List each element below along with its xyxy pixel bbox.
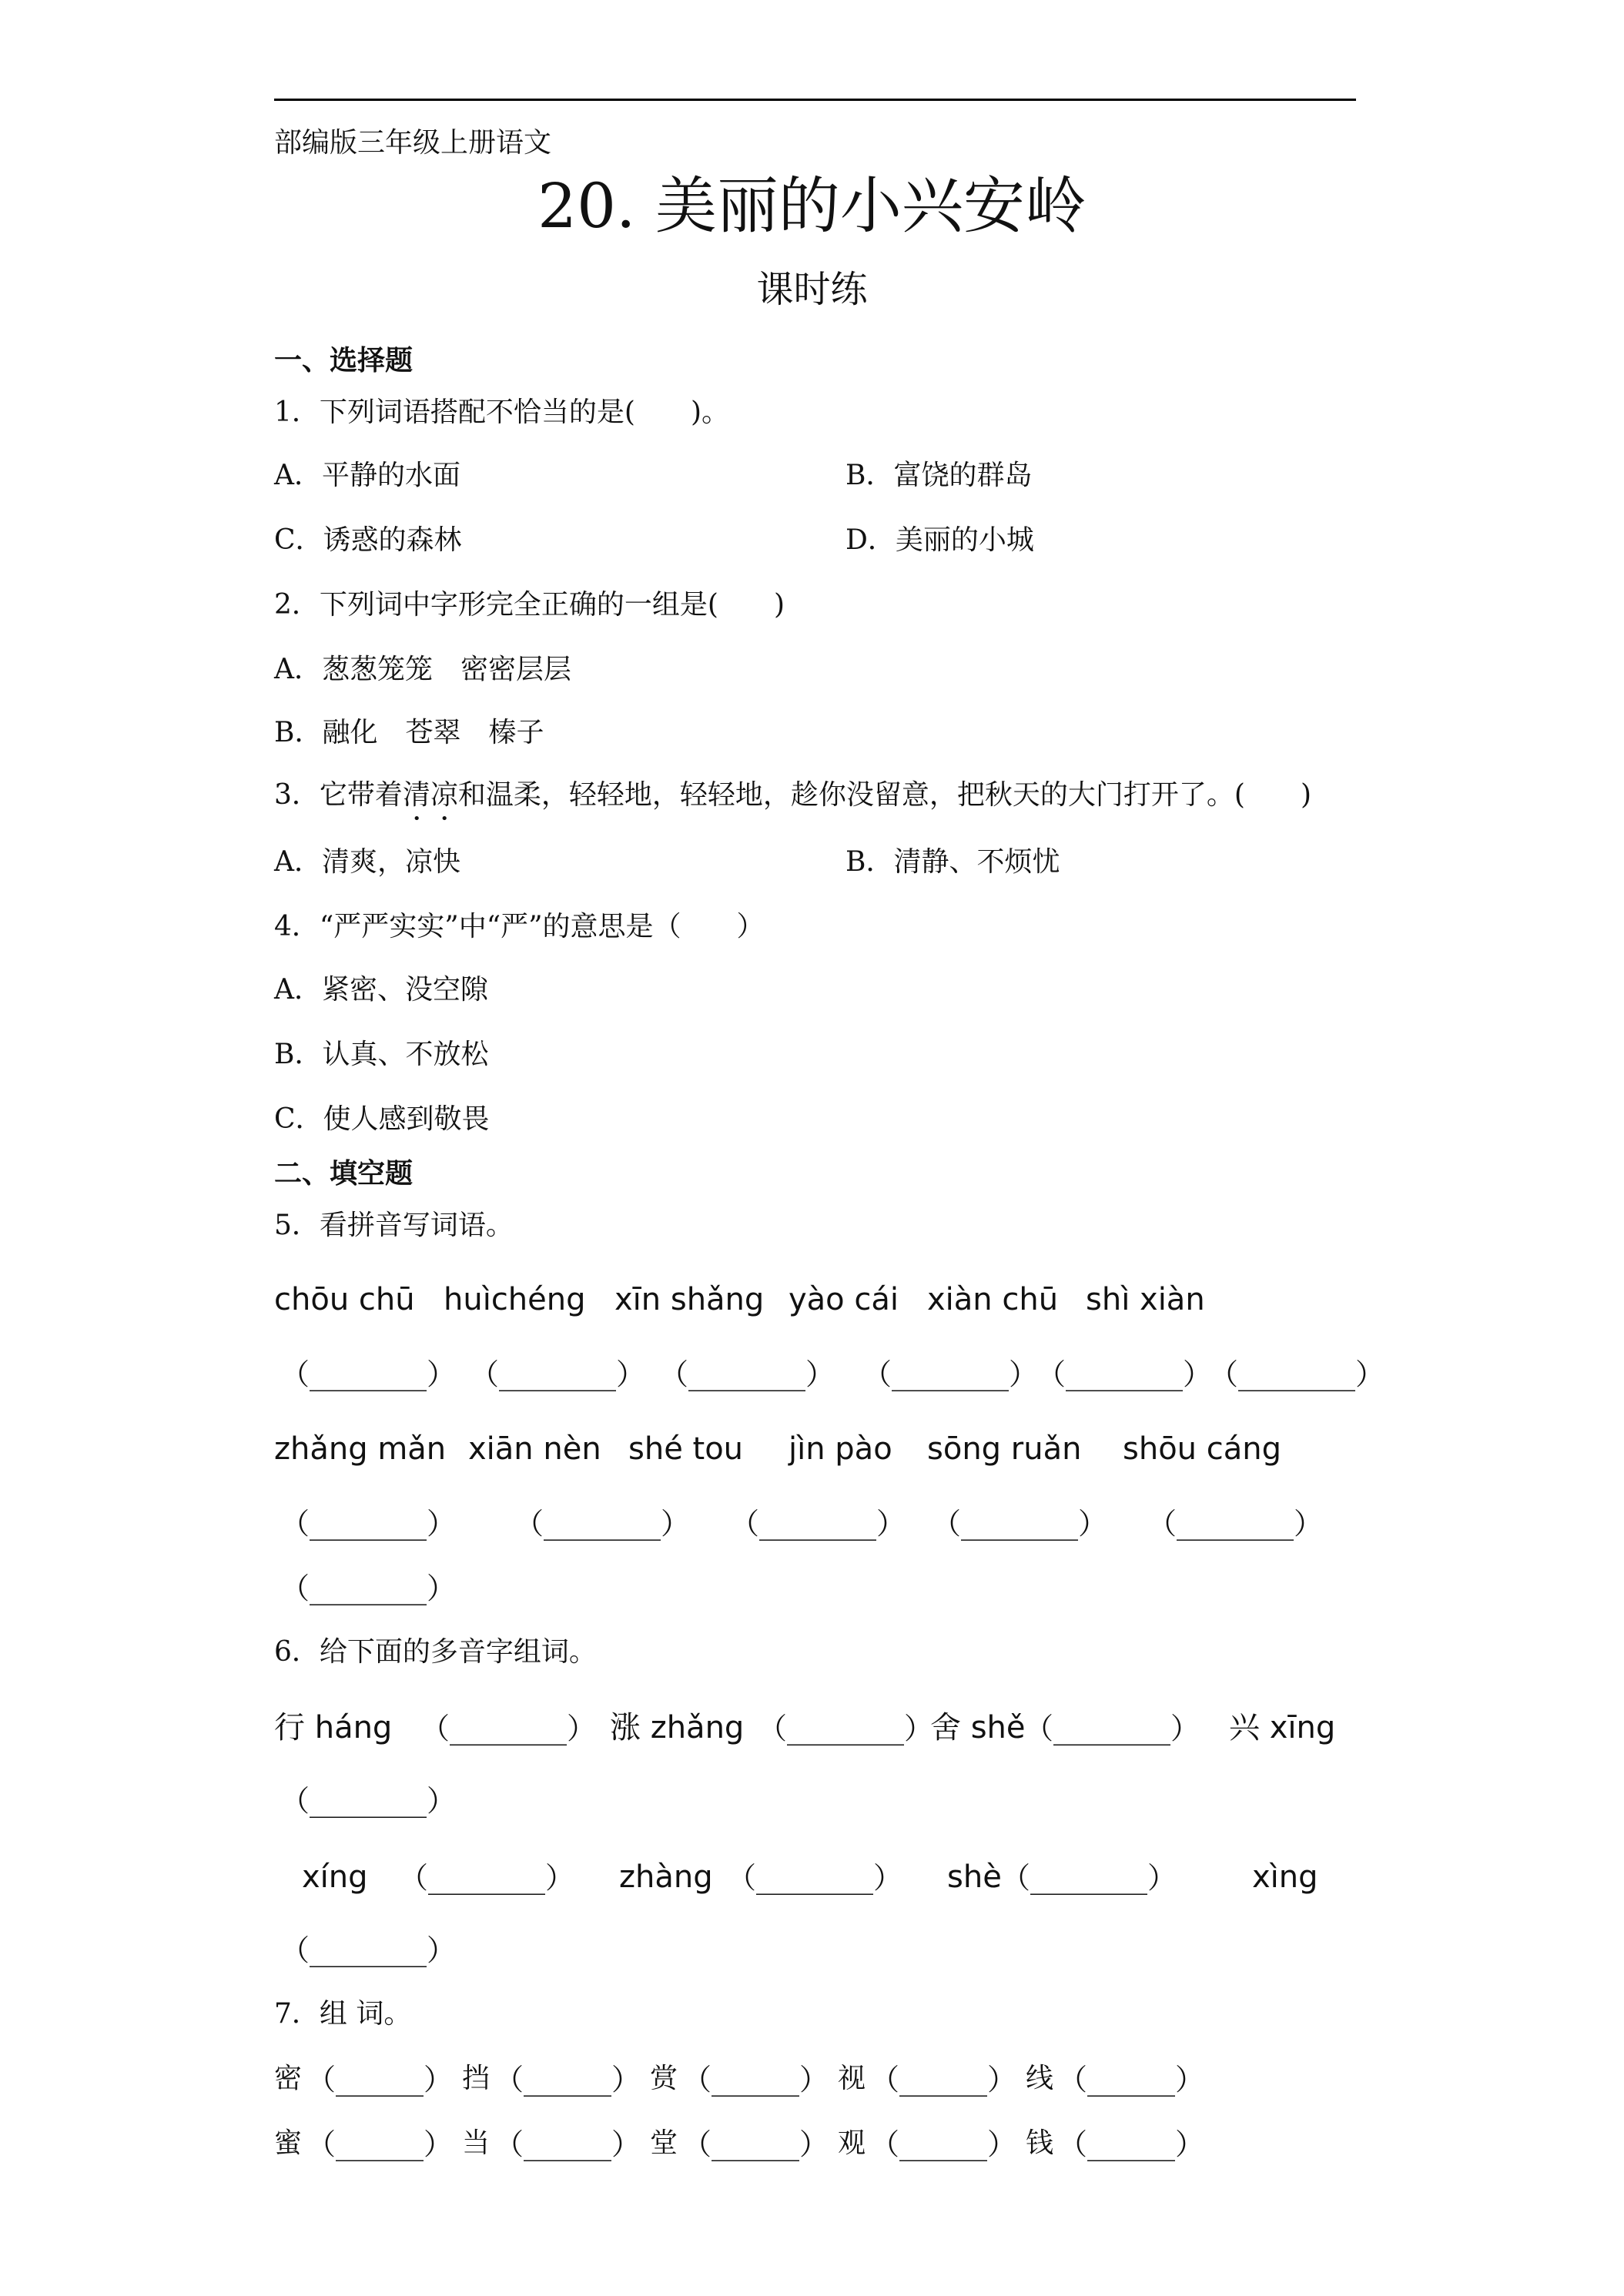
answer-blank[interactable]: （________） — [758, 1712, 934, 1745]
question-6: 6．给下面的多音字组词。 — [274, 1636, 597, 1668]
section-heading-fill: 二、填空题 — [274, 1157, 414, 1190]
page-title: 20. 美丽的小兴安岭 — [537, 170, 1087, 242]
q5-pinyin: shōu cáng — [1123, 1431, 1281, 1467]
answer-blank[interactable]: （______） — [306, 2127, 454, 2161]
q7-character: 蜜 — [274, 2127, 303, 2159]
q7-character: 观 — [838, 2127, 866, 2159]
q1-option-a[interactable]: A．平静的水面 — [274, 460, 460, 491]
answer-blank[interactable]: （______） — [306, 2063, 454, 2097]
answer-blank[interactable]: （______） — [494, 2063, 641, 2097]
q6-heteronym: 舍 shě — [930, 1710, 1026, 1745]
answer-blank[interactable]: （________） — [514, 1507, 691, 1541]
q1-option-d[interactable]: D．美丽的小城 — [845, 524, 1034, 556]
answer-blank[interactable]: （________） — [280, 1571, 457, 1605]
page-subtitle: 课时练 — [756, 268, 868, 311]
top-rule — [274, 99, 1356, 101]
answer-blank[interactable]: （________） — [932, 1507, 1108, 1541]
question-5: 5．看拼音写词语。 — [274, 1210, 514, 1241]
answer-blank[interactable]: （________） — [659, 1357, 835, 1391]
q5-pinyin: shì xiàn — [1086, 1282, 1205, 1317]
q5-pinyin: jìn pào — [789, 1431, 892, 1467]
q6-heteronym: shè — [947, 1859, 1002, 1895]
q5-pinyin: sōng ruǎn — [927, 1431, 1082, 1467]
answer-blank[interactable]: （________） — [1001, 1861, 1177, 1895]
q6-heteronym: zhàng — [619, 1859, 713, 1895]
q6-heteronym: 行 háng — [274, 1710, 393, 1745]
emphasized-word: 清凉 — [402, 779, 458, 811]
q7-character: 挡 — [462, 2063, 491, 2094]
q1-option-c[interactable]: C．诱惑的森林 — [274, 524, 462, 556]
answer-blank[interactable]: （________） — [280, 1784, 457, 1818]
q7-character: 当 — [462, 2127, 491, 2159]
question-4: 4．“严严实实”中“严”的意思是（ ） — [274, 911, 765, 942]
answer-blank[interactable]: （________） — [280, 1357, 457, 1391]
answer-blank[interactable]: （________） — [399, 1861, 575, 1895]
answer-blank[interactable]: （______） — [1058, 2127, 1205, 2161]
q7-character: 密 — [274, 2063, 303, 2094]
q1-option-b[interactable]: B．富饶的群岛 — [845, 460, 1033, 491]
q3-option-b[interactable]: B．清静、不烦忧 — [845, 846, 1060, 878]
section-heading-choice: 一、选择题 — [274, 344, 414, 377]
answer-blank[interactable]: （________） — [1147, 1507, 1324, 1541]
answer-blank[interactable]: （______） — [870, 2063, 1017, 2097]
q4-option-a[interactable]: A．紧密、没空隙 — [274, 974, 488, 1006]
book-label: 部编版三年级上册语文 — [274, 127, 552, 159]
q7-character: 线 — [1026, 2063, 1054, 2094]
answer-blank[interactable]: （________） — [1024, 1712, 1200, 1745]
question-3: 3．它带着清凉和温柔，轻轻地，轻轻地，趁你没留意，把秋天的大门打开了。( ) — [274, 779, 1312, 811]
q4-option-c[interactable]: C．使人感到敬畏 — [274, 1103, 490, 1135]
answer-blank[interactable]: （________） — [1036, 1357, 1213, 1391]
q7-character: 堂 — [650, 2127, 678, 2159]
q2-option-a[interactable]: A．葱葱笼笼 密密层层 — [274, 654, 571, 685]
q2-option-b[interactable]: B．融化 苍翠 榛子 — [274, 717, 544, 748]
question-1: 1．下列词语搭配不恰当的是( )。 — [274, 397, 729, 428]
answer-blank[interactable]: （______） — [682, 2127, 829, 2161]
q5-pinyin: shé tou — [628, 1431, 744, 1467]
q7-character: 钱 — [1026, 2127, 1054, 2159]
answer-blank[interactable]: （________） — [862, 1357, 1039, 1391]
question-7: 7．组 词。 — [274, 1998, 412, 2030]
answer-blank[interactable]: （________） — [730, 1507, 906, 1541]
answer-blank[interactable]: （________） — [280, 1933, 457, 1967]
q7-character: 赏 — [650, 2063, 678, 2094]
answer-blank[interactable]: （______） — [1058, 2063, 1205, 2097]
q5-pinyin: chōu chū — [274, 1282, 415, 1317]
answer-blank[interactable]: （________） — [727, 1861, 903, 1895]
answer-blank[interactable]: （______） — [494, 2127, 641, 2161]
q5-pinyin: xīn shǎng — [614, 1282, 765, 1317]
q5-pinyin: xiān nèn — [468, 1431, 601, 1467]
answer-blank[interactable]: （________） — [280, 1507, 457, 1541]
q6-heteronym: 兴 xīng — [1229, 1710, 1336, 1745]
q6-heteronym: 涨 zhǎng — [610, 1710, 745, 1745]
answer-blank[interactable]: （______） — [682, 2063, 829, 2097]
answer-blank[interactable]: （________） — [470, 1357, 646, 1391]
answer-blank[interactable]: （________） — [420, 1712, 597, 1745]
question-2: 2．下列词中字形完全正确的一组是( ) — [274, 589, 785, 621]
q5-pinyin: huìchéng — [444, 1282, 586, 1317]
answer-blank[interactable]: （________） — [1209, 1357, 1385, 1391]
q3-option-a[interactable]: A．清爽，凉快 — [274, 846, 460, 878]
answer-blank[interactable]: （______） — [870, 2127, 1017, 2161]
q5-pinyin: xiàn chū — [927, 1282, 1059, 1317]
q6-heteronym: xíng — [302, 1859, 368, 1895]
q6-heteronym: xìng — [1252, 1859, 1318, 1895]
q7-character: 视 — [838, 2063, 866, 2094]
q4-option-b[interactable]: B．认真、不放松 — [274, 1039, 489, 1070]
q5-pinyin: zhǎng mǎn — [274, 1431, 447, 1467]
q5-pinyin: yào cái — [789, 1282, 899, 1317]
